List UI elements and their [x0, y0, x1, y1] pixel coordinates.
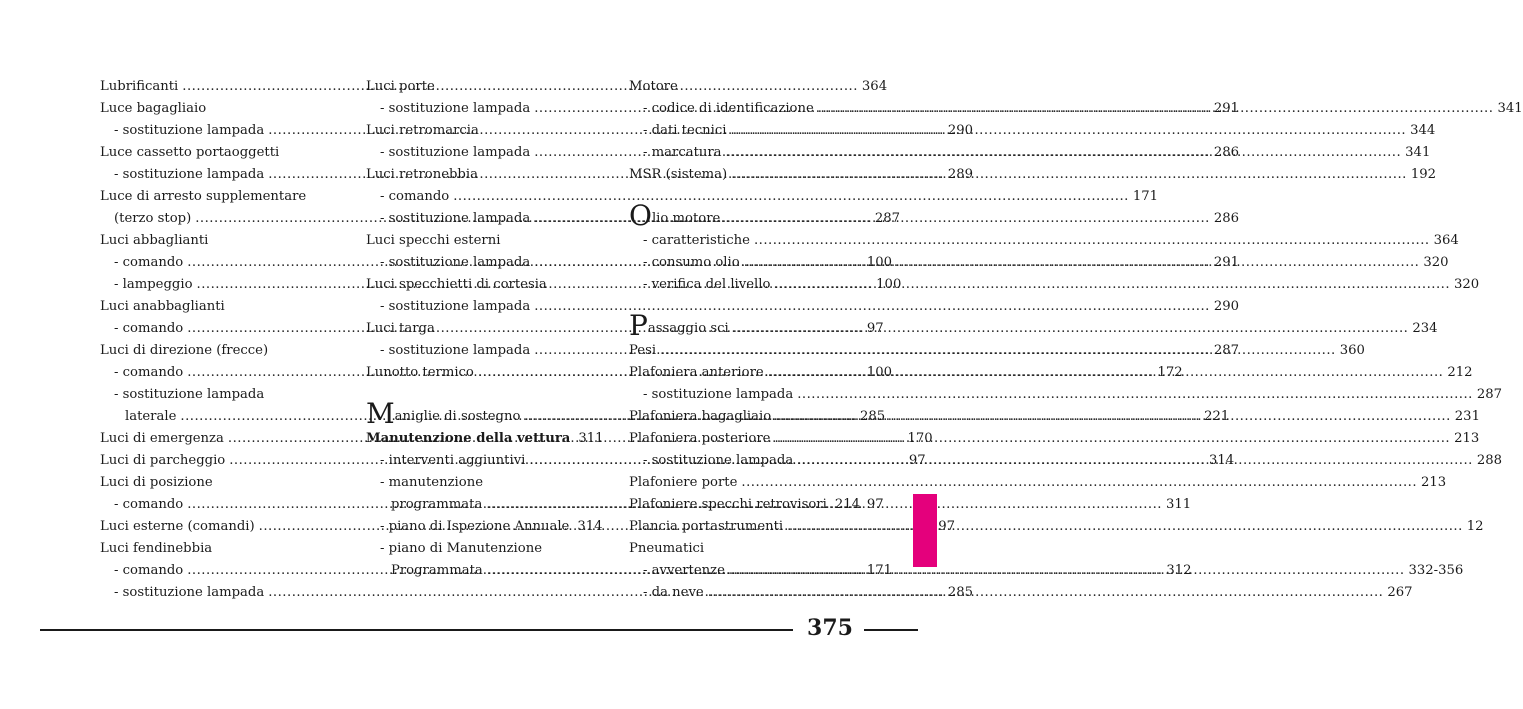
index-page-ref: 213 — [1454, 431, 1480, 446]
index-page-ref: 171 — [866, 563, 893, 578]
index-page-ref: 290 — [1213, 299, 1240, 314]
index-page-ref: 320 — [1423, 255, 1449, 270]
index-term: (terzo stop) — [114, 211, 192, 226]
index-initial-letter: M — [366, 397, 395, 430]
dot-leader — [754, 230, 1430, 252]
index-page-ref: 287 — [874, 211, 901, 226]
index-page-ref: 267 — [1387, 585, 1413, 600]
index-term: - avvertenze — [643, 563, 725, 578]
index-term: - sostituzione lampada — [380, 255, 531, 270]
index-term: - comando — [380, 189, 450, 204]
dot-leader — [741, 472, 1417, 494]
index-page-ref: 291 — [1213, 101, 1240, 116]
index-term: Plafoniera anteriore — [629, 365, 764, 380]
index-term: Manutenzione della vettura — [366, 431, 571, 446]
index-term: Luce di arresto supplementare — [100, 189, 307, 204]
index-term: - sostituzione lampada — [380, 145, 531, 160]
index-entry — [100, 142, 328, 164]
dot-leader — [797, 384, 1473, 406]
index-term: - comando — [114, 497, 184, 512]
index-term: Luci di direzione (frecce) — [100, 343, 269, 358]
index-entry — [100, 186, 328, 208]
index-page-ref: 287 — [1476, 387, 1503, 402]
index-page-ref: 290 — [947, 123, 974, 138]
dot-leader — [744, 252, 1420, 274]
index-page-ref: 311 — [578, 431, 604, 446]
index-page-ref: 311 — [1165, 497, 1192, 512]
index-term: Luci di posizione — [100, 475, 213, 490]
index-term: Plafoniera bagagliaio — [629, 409, 772, 424]
dot-leader — [775, 406, 1451, 428]
index-term: Luci porte — [366, 79, 435, 94]
index-term: laterale — [125, 409, 177, 424]
index-term: Programmata — [391, 563, 483, 578]
dot-leader — [731, 164, 1407, 186]
index-term: Luci anabbaglianti — [100, 299, 225, 314]
index-page-ref: 286 — [1213, 211, 1240, 226]
index-term: - sostituzione lampada — [380, 101, 531, 116]
index-entry — [629, 538, 857, 560]
section-tab-marker — [913, 494, 937, 567]
index-page-ref: 212 — [1447, 365, 1473, 380]
index-page-ref: 171 — [1132, 189, 1159, 204]
dot-leader — [768, 362, 1444, 384]
index-entry — [629, 472, 1447, 494]
index-page-ref: 314 — [577, 519, 603, 534]
dot-leader — [797, 450, 1473, 472]
index-entry — [366, 230, 594, 252]
index-page-ref: 341 — [1497, 101, 1523, 116]
index-term: - sostituzione lampada — [643, 387, 794, 402]
dot-leader — [818, 98, 1494, 120]
index-entry — [366, 296, 1240, 318]
index-entry — [100, 472, 328, 494]
index-page-ref: 285 — [860, 409, 886, 424]
index-page-ref: 312 — [1166, 563, 1192, 578]
index-entry — [629, 230, 1459, 252]
index-page-ref: 364 — [861, 79, 888, 94]
index-term: Luce cassetto portaoggetti — [100, 145, 280, 160]
index-entry — [100, 230, 328, 252]
index-term: aniglie di sostegno — [394, 409, 521, 424]
dot-leader — [730, 120, 1406, 142]
index-term: Luci retronebbia — [366, 167, 478, 182]
index-entry — [366, 76, 594, 98]
index-term: Luci fendinebbia — [100, 541, 213, 556]
index-term: - caratteristiche — [643, 233, 750, 248]
index-page-ref: 320 — [1454, 277, 1480, 292]
dot-leader — [774, 274, 1450, 296]
index-entry — [366, 538, 594, 560]
index-term: - consumo olio — [643, 255, 740, 270]
index-page-ref: 192 — [1410, 167, 1436, 182]
index-entry — [366, 120, 594, 142]
index-term: - sostituzione lampada — [114, 123, 265, 138]
index-entry — [100, 98, 328, 120]
index-term: MSR (sistema) — [629, 167, 728, 182]
index-page-ref: 360 — [1339, 343, 1365, 358]
index-term: - interventi aggiuntivi — [380, 453, 526, 468]
index-page-ref: 364 — [1433, 233, 1459, 248]
index-term: Lunotto termico — [366, 365, 474, 380]
index-term: Luci di emergenza — [100, 431, 224, 446]
index-term: Luci abbaglianti — [100, 233, 209, 248]
index-page-ref: 100 — [876, 277, 902, 292]
index-term: - da neve — [643, 585, 704, 600]
index-entry — [366, 428, 604, 450]
dot-leader — [708, 582, 1384, 604]
index-term: - codice di identificazione — [643, 101, 814, 116]
dot-leader — [774, 428, 1450, 450]
footer-rule-left — [40, 629, 793, 631]
index-term: Plancia portastrumenti — [629, 519, 784, 534]
index-term: - sostituzione lampada — [114, 585, 265, 600]
index-term: Lubrificanti — [100, 79, 179, 94]
index-initial-letter: O — [629, 199, 652, 232]
index-term: Luci esterne (comandi) — [100, 519, 255, 534]
index-term: - manutenzione — [380, 475, 484, 490]
index-entry — [366, 164, 594, 186]
index-entry — [629, 384, 1503, 406]
index-page-ref: 100 — [866, 365, 893, 380]
index-entry — [366, 274, 594, 296]
index-page-ref: 344 — [1410, 123, 1436, 138]
index-term: - comando — [114, 563, 184, 578]
index-page-ref: 231 — [1454, 409, 1480, 424]
index-term: programmata — [391, 497, 483, 512]
index-term: - lampeggio — [114, 277, 193, 292]
index-term: - sostituzione lampada — [114, 167, 265, 182]
index-page-ref: 97 — [866, 497, 884, 512]
index-page-ref: 214 — [834, 497, 860, 512]
index-term: - sostituzione lampada — [380, 343, 531, 358]
index-term: - dati tecnici — [643, 123, 727, 138]
index-page-ref: 170 — [907, 431, 933, 446]
index-entry — [366, 318, 594, 340]
dot-leader — [733, 318, 1409, 340]
index-term: - piano di Ispezione Annuale — [380, 519, 570, 534]
index-entry — [366, 516, 603, 538]
index-page-ref: 285 — [947, 585, 974, 600]
index-term: Luci specchi esterni — [366, 233, 501, 248]
index-term: Pneumatici — [629, 541, 705, 556]
dot-leader — [787, 516, 1463, 538]
index-term: Luci di parcheggio — [100, 453, 226, 468]
index-term: Luci retromarcia — [366, 123, 479, 138]
index-term: Motore — [629, 79, 678, 94]
index-page-ref: 288 — [1476, 453, 1503, 468]
index-term: - comando — [114, 365, 184, 380]
index-page-ref: 213 — [1421, 475, 1447, 490]
index-entry — [629, 76, 857, 98]
index-page-ref: 341 — [1405, 145, 1431, 160]
index-term: Luci specchietti di cortesia — [366, 277, 547, 292]
index-entry — [100, 340, 328, 362]
index-term: - verifica del livello — [643, 277, 771, 292]
index-entry — [366, 472, 594, 494]
index-page-ref: 97 — [908, 453, 926, 468]
dot-leader — [729, 560, 1405, 582]
index-page-ref: 287 — [1213, 343, 1240, 358]
index-term: Luci targa — [366, 321, 435, 336]
index-entry — [629, 494, 860, 516]
index-term: Plafoniere porte — [629, 475, 738, 490]
index-entry — [100, 296, 328, 318]
index-term: Plafoniere specchi retrovisori — [629, 497, 827, 512]
index-page-ref: 332-356 — [1408, 563, 1464, 578]
index-page-ref: 221 — [1204, 409, 1230, 424]
index-page-ref: 97 — [938, 519, 956, 534]
index-page-ref: 97 — [866, 321, 884, 336]
index-page-ref: 12 — [1466, 519, 1484, 534]
index-page-ref: 314 — [1209, 453, 1235, 468]
index-initial-letter: P — [629, 309, 648, 342]
index-entry — [100, 538, 328, 560]
index-term: Pesi — [629, 343, 657, 358]
index-term: - marcatura — [643, 145, 722, 160]
index-entry — [100, 384, 328, 406]
index-term: - sostituzione lampada — [380, 211, 531, 226]
index-page-ref: 234 — [1412, 321, 1438, 336]
index-page-ref: 172 — [1157, 365, 1183, 380]
index-entry — [366, 186, 1159, 208]
index-term: - piano di Manutenzione — [380, 541, 542, 556]
dot-leader — [726, 142, 1402, 164]
index-term: - sostituzione lampada — [643, 453, 794, 468]
index-term: - comando — [114, 255, 184, 270]
index-term: Plafoniera posteriore — [629, 431, 771, 446]
index-term: Luce bagagliaio — [100, 101, 207, 116]
footer-rule-right — [864, 629, 918, 631]
index-term: assaggio sci — [647, 321, 729, 336]
index-term: - comando — [114, 321, 184, 336]
index-entry — [629, 186, 857, 230]
index-page-ref: 289 — [947, 167, 974, 182]
index-page-ref: 291 — [1213, 255, 1240, 270]
index-page-ref: 100 — [866, 255, 893, 270]
index-term: - sostituzione lampada — [114, 387, 265, 402]
dot-leader — [660, 340, 1336, 362]
page-number: 375 — [807, 615, 853, 641]
index-page-ref: 286 — [1213, 145, 1240, 160]
index-term: - sostituzione lampada — [380, 299, 531, 314]
index-term: lio motore — [651, 211, 721, 226]
